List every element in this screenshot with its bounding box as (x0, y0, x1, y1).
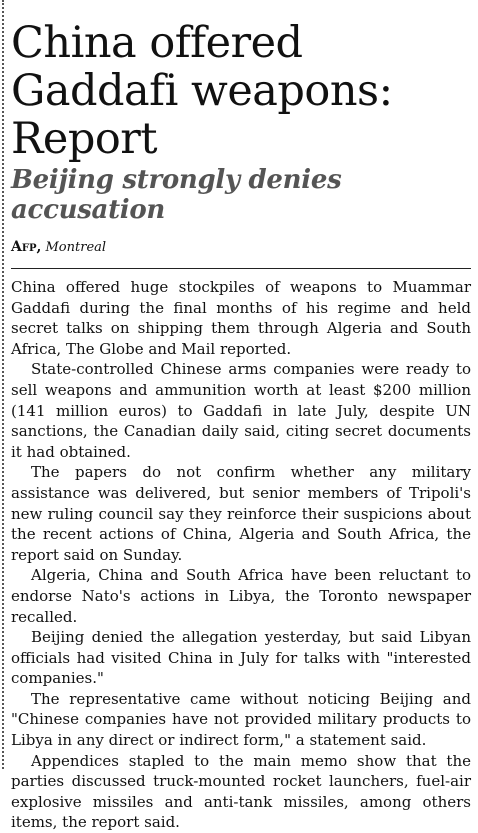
article-paragraph: State-controlled Chinese arms companies were ready to sell weapons and ammunition worth at least $200 million (141 million euros) to Gaddafi in late July, despite UN sanctions, the Canadian daily said, citing secret documents it had obtained. (11, 360, 471, 461)
byline-agency: Afp, (11, 239, 42, 255)
byline (11, 239, 471, 256)
article-paragraph: The papers do not confirm whether any military assistance was delivered, but senior members of Tripoli's new ruling council say they reinforce their suspicions about the recent actions of China, Algeria and South Africa, the report said on Sunday. (11, 463, 471, 564)
article-paragraph: China offered huge stockpiles of weapons to Muammar Gaddafi during the final months of his regime and held secret talks on shipping them through Algeria and South Africa, The Globe and Mail reported. (11, 278, 471, 358)
news-article (11, 0, 471, 833)
article-body (11, 277, 471, 833)
article-paragraph: Appendices stapled to the main memo show that the parties discussed truck-mounted rocket launchers, fuel-air explosive missiles and anti-tank missiles, among others items, the report said. (11, 751, 471, 832)
byline-place: Montreal (45, 240, 107, 255)
article-paragraph: Algeria, China and South Africa have been reluctant to endorse Nato's actions in Libya, the Toronto newspaper recalled. (11, 566, 471, 626)
article-paragraph: The representative came without noticing Beijing and "Chinese companies have not provided military products to Libya in any direct or indirect form," a statement said. (11, 689, 471, 750)
headline: China offered Gaddafi weapons: Report (11, 18, 393, 164)
article-paragraph: Beijing denied the allegation yesterday, but said Libyan officials had visited China in July for talks with "interested companies." (11, 628, 471, 688)
dotted-border (2, 0, 4, 769)
divider (11, 268, 471, 269)
subheadline: Beijing strongly denies accusation (11, 165, 342, 225)
